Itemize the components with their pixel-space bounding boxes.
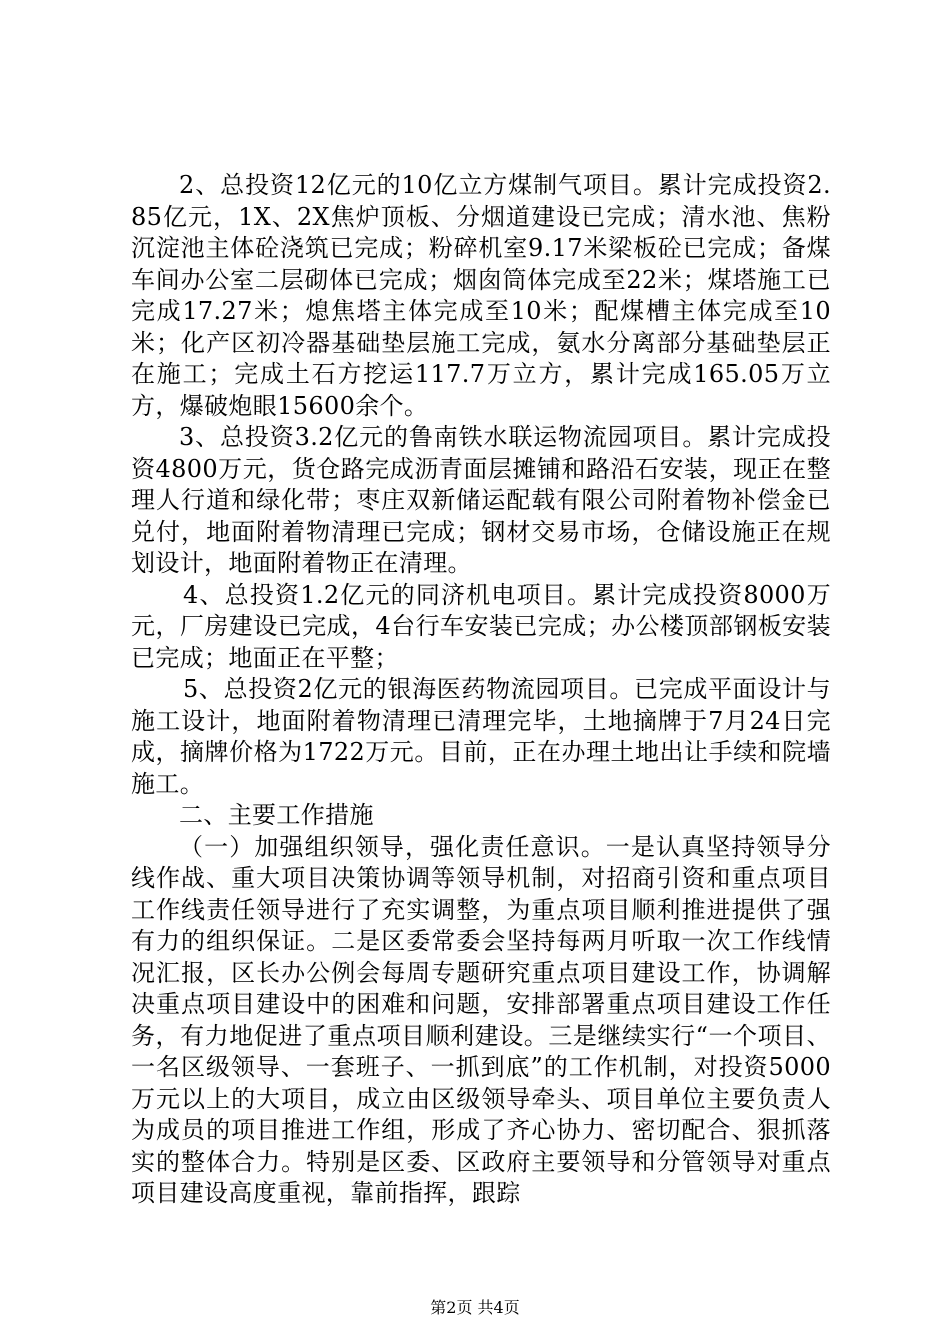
- section-heading: 二、主要工作措施: [179, 801, 374, 829]
- paragraph-item-2: 2、总投资12亿元的10亿立方煤制气项目。累计完成投资2.85亿元，1X、2X焦炉顶板、分烟道建设已完成；清水池、焦粉沉淀池主体砼浇筑已完成；粉碎机室9.17米梁板砼已完成；备煤车间办公室二层砌体已完成；烟囱筒体完成至22米；煤塔施工已完成17.27米；熄焦塔主体完成至10米；配煤槽主体完成至10米；化产区初冷器基础垫层施工完成，氨水分离部分基础垫层正在施工；完成土石方挖运117.7万立方，累计完成165.05万立方，爆破炮眼15600余个。: [131, 171, 831, 420]
- paragraph-measures-1: （一）加强组织领导，强化责任意识。一是认真坚持领导分线作战、重大项目决策协调等领导机制，对招商引资和重点项目工作线责任领导进行了充实调整，为重点项目顺利推进提供了强有力的组织保证。二是区委常委会坚持每两月听取一次工作线情况汇报，区长办公例会每周专题研究重点项目建设工作，协调解决重点项目建设中的困难和问题，安排部署重点项目建设工作任务，有力地促进了重点项目顺利建设。三是继续实行“一个项目、一名区级领导、一套班子、一抓到底”的工作机制，对投资5000万元以上的大项目，成立由区级领导牵头、项目单位主要负责人为成员的项目推进工作组，形成了齐心协力、密切配合、狠抓落实的整体合力。特别是区委、区政府主要领导和分管领导对重点项目建设高度重视，靠前指挥，跟踪: [131, 832, 831, 1207]
- document-body: [131, 170, 831, 1210]
- page-number-footer: 第2页 共4页: [430, 1298, 520, 1317]
- paragraph-item-4: 4、总投资1.2亿元的同济机电项目。累计完成投资8000万元，厂房建设已完成，4台行车安装已完成；办公楼顶部钢板安装已完成；地面正在平整；: [131, 580, 831, 672]
- paragraph-item-5: 5、总投资2亿元的银海医药物流园项目。已完成平面设计与施工设计，地面附着物清理已清理完毕，土地摘牌于7月24日完成，摘牌价格为1722万元。目前，正在办理土地出让手续和院墙施工。: [131, 675, 831, 798]
- paragraph-item-3: 3、总投资3.2亿元的鲁南铁水联运物流园项目。累计完成投资4800万元，货仓路完成沥青面层摊铺和路沿石安装，现正在整理人行道和绿化带；枣庄双新储运配载有限公司附着物补偿金已兑付，地面附着物清理已完成；钢材交易市场，仓储设施正在规划设计，地面附着物正在清理。: [131, 423, 831, 577]
